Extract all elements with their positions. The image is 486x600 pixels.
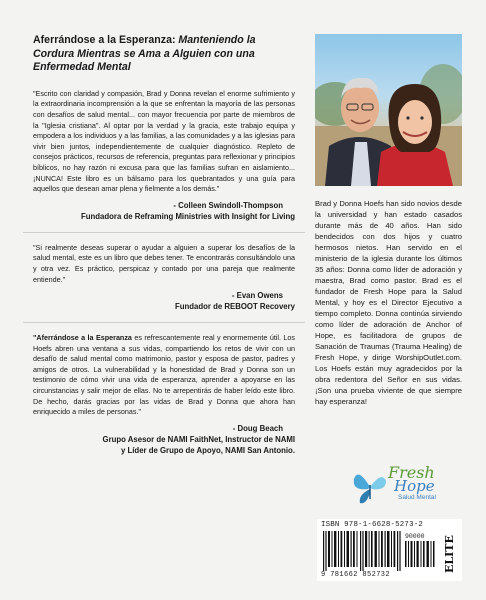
endorser-name-2: - Evan Owens (231, 291, 283, 301)
endorsement-attribution-3 (33, 423, 295, 456)
publisher-logo (441, 521, 459, 577)
author-bio: Brad y Donna Hoefs han sido novios desde la universidad y han estado casados durante más de 40 años. Han sido bendecidos con dos hijos y cuatro hermosos nietos. Han servido en el ministerio de la iglesia durante los últimos 35 años: Donna como líder de adoración y maestra, Brad como pastor. Brad es el fundador de Fresh Hope para la Salud Mental, y hoy es el Director Ejecutivo a tiempo completo. Donna continúa sirviendo como líder de adoración de Anchor of Hope, es facilitadora de grupos de Sanación de Traumas (Trauma Healing) de Fresh Hope, y dirige WorshipOutlet.com. Los Hoefs están muy agradecidos por la obra redentora del Señor en sus vidas. ¡Son una prueba viviente de que siempre hay esperanza! (315, 199, 462, 406)
price-code: 90000 (405, 533, 425, 540)
book-title-subtitle: Manteniendo la Cordura Mientras se Ama a Alguien con una Enfermedad Mental (33, 34, 256, 74)
endorsement-quote-3 (33, 333, 295, 418)
endorser-name-1: - Colleen Swindoll-Thompson (173, 200, 283, 210)
endorser-name-3: - Doug Beach (232, 423, 283, 433)
author-photo-illustration (315, 34, 462, 186)
author-column (315, 34, 462, 407)
logo-tagline: Salud Mental (398, 494, 436, 501)
book-title-lead: Aferrándose a la Esperanza: (33, 34, 176, 46)
endorsement-attribution-2 (33, 290, 295, 312)
endorsement-quote-3-text: es refrescantemente real y enormemente útil. Los Hoefs abren una ventana a sus vidas, compartiendo los retos de vivir con un desafío de salud mental como matrimonio, pastor y esposa de pastor, padres y amigos de otros. La vulnerabilidad y la honestidad de Brad y Donna son un testimonio de cómo vivir una vida de esperanza, aprender a apoyarse en las circunstancias y salir mejor de ellas. No te arrepentirás de haber leído este libro. De hecho, darás gracias por las vidas de Brad y Donna que ahora han enriquecido a miles de personas." (33, 333, 295, 417)
quoted-book-title: "Aferrándose a la Esperanza (33, 333, 132, 343)
endorsement-quote-1: "Escrito con claridad y compasión, Brad y Donna revelan el enorme sufrimiento y la extraordinaria incomprensión a la que se enfrentan la mayoría de las personas con desafíos de salud mental... con mayor frecuencia por parte de miembros de la "Iglesia cristiana". Al optar por la verdad y la gracia, este trabajo equipa y empodera a los individuos y a las familias, a las comunidades y a las iglesias para vivir bien juntos, independientemente de cualquier diagnóstico. Repleto de consejos prácticos, recursos de referencia, preguntas para reflexionar y principios bíblicos, no hay razón ni excusa para que las familias sufran en aislamiento... ¡NUNCA! Este libro es un bálsamo para los quebrantados y una guía para aquellos que desean amar plena y fielmente a los demás." (33, 88, 295, 194)
isbn-text: ISBN 978-1-6628-5273-2 (321, 521, 423, 529)
fresh-hope-logo (350, 461, 450, 509)
price-barcode-bars (405, 541, 435, 567)
endorser-org-2: Fundador de REBOOT Recovery (174, 302, 295, 312)
endorser-org-1: Fundadora de Reframing Ministries with Insight for Living (81, 211, 295, 221)
endorsement-attribution-1 (33, 200, 295, 222)
endorser-org-3b: y Líder de Grupo de Apoyo, NAMI San Antonio. (121, 445, 295, 455)
barcode-digits: 9 781662 852732 (321, 571, 391, 579)
logo-word-fresh: Fresh (388, 463, 435, 482)
divider (23, 232, 305, 233)
endorsements-column (33, 34, 295, 456)
endorser-org-3a: Grupo Asesor de NAMI FaithNet, Instructor de NAMI (102, 434, 295, 444)
book-title (33, 34, 295, 75)
butterfly-icon (352, 465, 388, 505)
svg-text:ELITE: ELITE (443, 535, 456, 573)
endorsement-quote-2: "Si realmente deseas superar o ayudar a alguien a superar los desafíos de la salud mental, este es un libro que debes tener. Te encontrarás consultándolo una y otra vez. Es práctico, perspicaz y contado por una pareja que realmente entiende." (33, 242, 295, 284)
logo-word-hope: Hope (394, 477, 435, 495)
author-photo (315, 34, 462, 186)
barcode-bars (323, 531, 403, 571)
isbn-barcode (317, 519, 462, 581)
divider (23, 322, 305, 323)
